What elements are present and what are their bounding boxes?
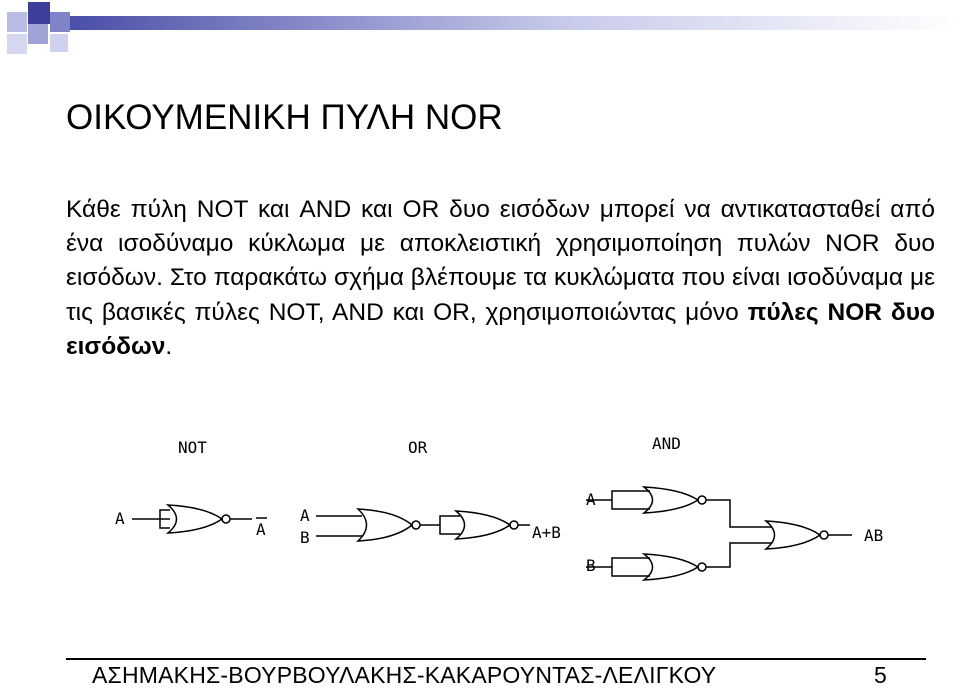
deco-square bbox=[7, 34, 27, 54]
body-bold-text: πύλες NOR δυο εισόδων bbox=[66, 298, 935, 360]
header-decoration bbox=[0, 0, 960, 60]
nor-gate-symbol bbox=[358, 509, 412, 541]
not-title: NOT bbox=[178, 438, 207, 457]
deco-square bbox=[50, 34, 68, 52]
deco-square bbox=[28, 2, 50, 24]
body-end: . bbox=[165, 332, 173, 360]
footer-divider bbox=[66, 658, 926, 660]
deco-square bbox=[28, 24, 48, 44]
and-output-label: AB bbox=[864, 526, 884, 545]
nor-circuits-diagram bbox=[0, 425, 960, 595]
inversion-bubble bbox=[412, 521, 420, 529]
or-input-b-label: B bbox=[300, 528, 310, 547]
or-circuit bbox=[316, 509, 530, 541]
or-input-wires bbox=[316, 516, 362, 536]
slide-title: ΟΙΚΟΥΜΕΝΙΚΗ ΠΥΛΗ NOR bbox=[66, 98, 503, 137]
and-input-b-label: B bbox=[586, 556, 596, 575]
footer-authors: ΑΣΗΜΑΚΗΣ-ΒΟΥΡΒΟΥΛΑΚΗΣ-ΚΑΚΑΡΟΥΝΤΑΣ-ΛΕΛΙΓΚΟΥ bbox=[92, 662, 717, 688]
deco-square bbox=[50, 12, 70, 32]
and-input-a-label: A bbox=[586, 490, 596, 509]
and-circuit bbox=[586, 487, 852, 580]
and-mid-wires bbox=[706, 500, 772, 567]
not-circuit bbox=[132, 505, 252, 533]
nor-gate-symbol bbox=[766, 521, 820, 549]
deco-square bbox=[7, 12, 27, 32]
nor-gate-symbol bbox=[644, 554, 698, 580]
body-text: Κάθε πύλη NOT και AND και OR δυο εισόδων μπορεί να αντικατασταθεί από ένα ισοδύναμο κύκλωμα με αποκλειστική χρησιμοποίηση πυλών NOR δυο εισόδων. Στο παρακάτω σχήμα βλέπουμε τα κυκλώματα που είναι ισοδύναμα με τις βασικές πύλες NOT, AND και OR, χρησιμοποιώντας μόνο bbox=[66, 196, 935, 326]
or-title: OR bbox=[408, 438, 428, 457]
nor-gate-symbol bbox=[644, 487, 698, 513]
page-number: 5 bbox=[874, 662, 887, 688]
or-input-a-label: A bbox=[300, 506, 310, 525]
header-gradient-bar bbox=[70, 16, 960, 30]
not-input-wire bbox=[132, 510, 170, 528]
or-mid-wire bbox=[420, 516, 460, 534]
or-output-label: A+B bbox=[532, 523, 561, 542]
not-input-label: A bbox=[115, 509, 125, 528]
body-paragraph bbox=[66, 193, 935, 364]
and-title: AND bbox=[652, 434, 681, 453]
not-output-label: A bbox=[256, 520, 266, 539]
nor-gate-symbol bbox=[456, 511, 510, 539]
nor-gate-symbol bbox=[168, 505, 222, 533]
